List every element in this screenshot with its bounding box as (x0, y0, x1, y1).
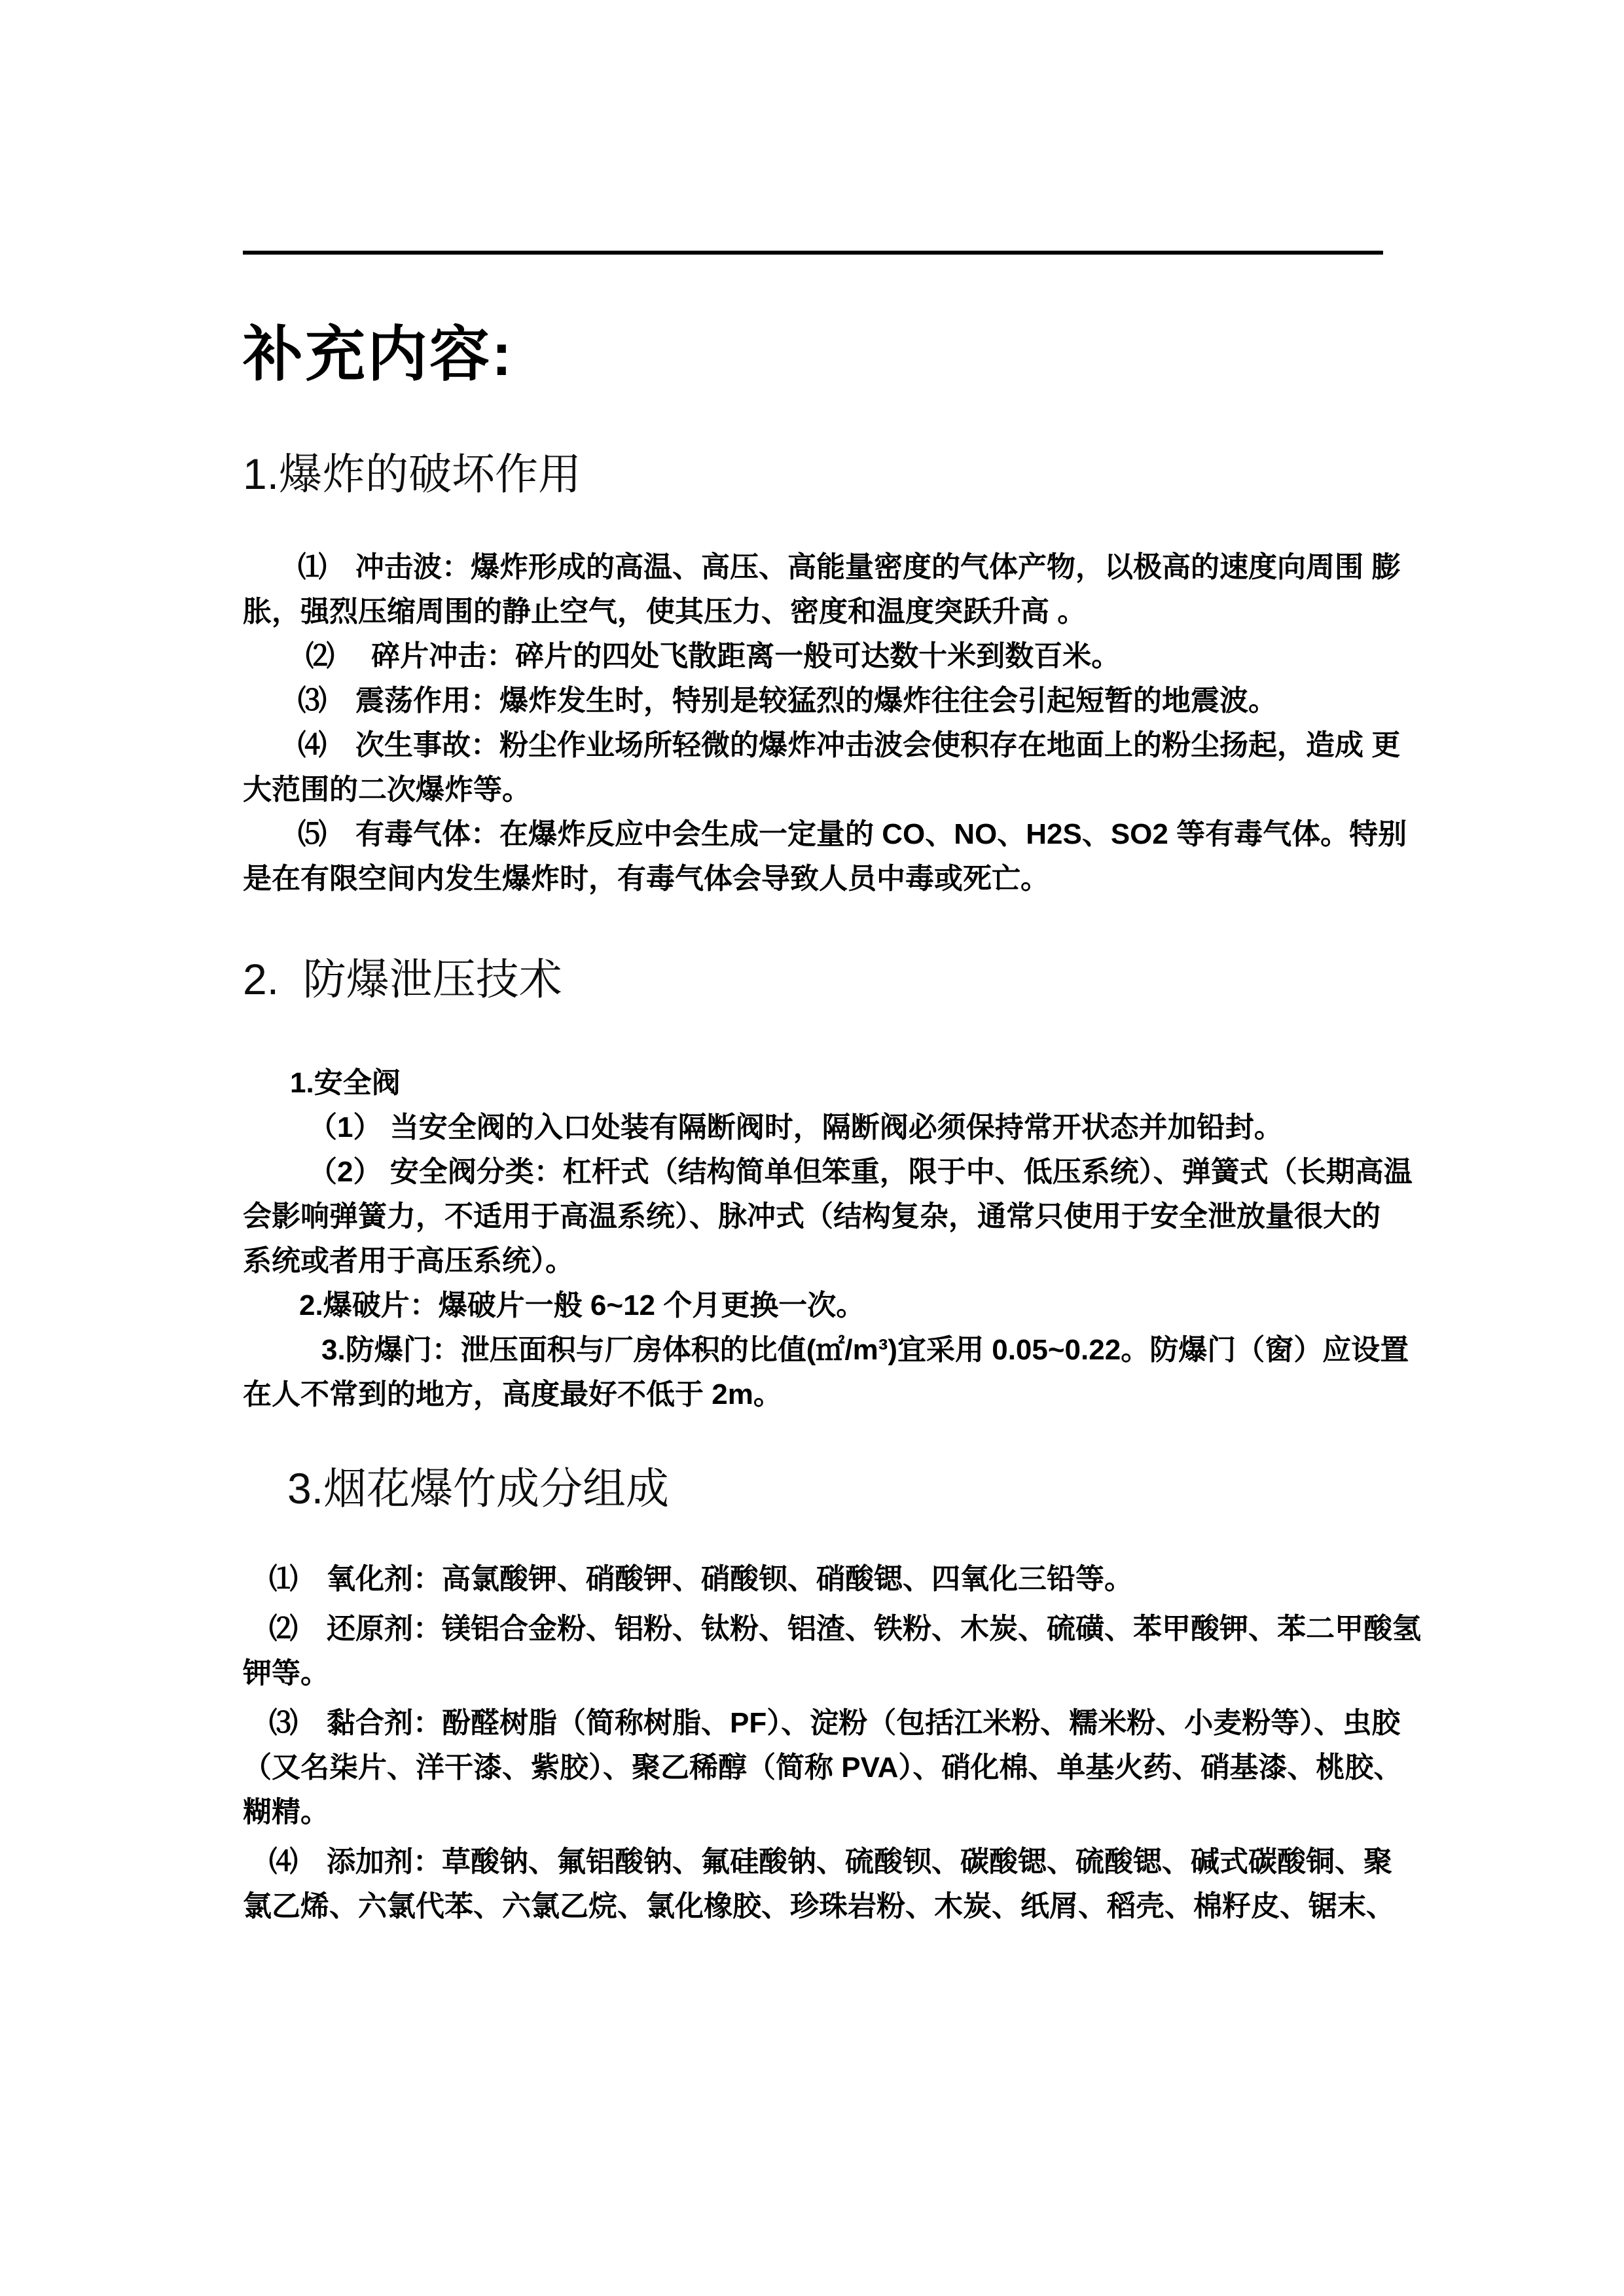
text-line: （1） 当安全阀的入口处装有隔断阀时，隔断阀必须保持常开状态并加铅封。 (308, 1111, 1283, 1143)
text-line: ⑵ 碎片冲击：碎片的四处飞散距离一般可达数十米到数百米。 (306, 640, 1121, 672)
text-line: 是在有限空间内发生爆炸时，有毒气体会导致人员中毒或死亡。 (243, 863, 1049, 895)
text-line: ⑵ 还原剂：镁铝合金粉、铝粉、钛粉、铝渣、铁粉、木炭、硫磺、苯甲酸钾、苯二甲酸氢 (269, 1613, 1421, 1645)
top-rule (243, 251, 1383, 255)
section-heading: 2. 防爆泄压技术 (243, 955, 562, 1003)
document-title: 补充内容: (243, 321, 514, 388)
text-line: ⑴ 氧化剂：高氯酸钾、硝酸钾、硝酸钡、硝酸锶、四氧化三铅等。 (269, 1563, 1133, 1595)
section-heading: 3.烟花爆竹成分组成 (287, 1464, 670, 1513)
text-line: ⑶ 震荡作用：爆炸发生时，特别是较猛烈的爆炸往往会引起短暂的地震波。 (298, 685, 1277, 717)
section-body (243, 545, 1407, 901)
section-body (243, 1061, 1413, 1417)
section-body (243, 1557, 1421, 1929)
section-explosion-damage (243, 450, 1407, 901)
text-line: 胀，强烈压缩周围的静止空气，使其压力、密度和温度突跃升高 。 (243, 596, 1087, 628)
text-line: （又名柒片、洋干漆、紫胶）、聚乙稀醇（简称 PVA）、硝化棉、单基火药、硝基漆、桃胶、 (243, 1751, 1403, 1784)
text-line: （2） 安全阀分类：杠杆式（结构简单但笨重，限于中、低压系统）、弹簧式（长期高温 (308, 1156, 1413, 1188)
text-line: 钾等。 (243, 1657, 329, 1689)
text-line: ⑷ 添加剂：草酸钠、氟铝酸钠、氟硅酸钠、硫酸钡、碳酸锶、硫酸锶、碱式碳酸铜、聚 (269, 1846, 1392, 1878)
text-line: 大范围的二次爆炸等。 (243, 774, 531, 806)
section-fireworks-composition (243, 1464, 1421, 1929)
text-line: 3.防爆门：泄压面积与厂房体积的比值(㎡/m³)宜采用 0.05~0.22。防爆门（窗）应设置 (321, 1334, 1409, 1366)
page-content (0, 251, 1624, 1929)
section-heading: 1.爆炸的破坏作用 (243, 450, 582, 498)
text-line: 氯乙烯、六氯代苯、六氯乙烷、氯化橡胶、珍珠岩粉、木炭、纸屑、稻壳、棉籽皮、锯末、 (243, 1890, 1395, 1922)
text-line: ⑶ 黏合剂：酚醛树脂（简称树脂、PF）、淀粉（包括江米粉、糯米粉、小麦粉等）、虫胶 (269, 1707, 1401, 1739)
text-line: 糊精。 (243, 1796, 329, 1828)
text-line: ⑷ 次生事故：粉尘作业场所轻微的爆炸冲击波会使积存在地面上的粉尘扬起，造成 更 (298, 729, 1401, 761)
section-pressure-relief (243, 955, 1413, 1417)
text-line: 2.爆破片：爆破片一般 6~12 个月更换一次。 (299, 1289, 865, 1321)
text-line: 系统或者用于高压系统）。 (243, 1245, 574, 1277)
text-line: 会影响弹簧力，不适用于高温系统）、脉冲式（结构复杂，通常只使用于安全泄放量很大的 (243, 1200, 1380, 1232)
text-line: 在人不常到的地方，高度最好不低于 2m。 (243, 1378, 782, 1410)
text-line: ⑴ 冲击波：爆炸形成的高温、高压、高能量密度的气体产物，以极高的速度向周围 膨 (298, 551, 1401, 583)
text-line: ⑸ 有毒气体：在爆炸反应中会生成一定量的 CO、NO、H2S、SO2 等有毒气体。特别 (298, 818, 1407, 850)
text-line: 1.安全阀 (290, 1067, 401, 1099)
